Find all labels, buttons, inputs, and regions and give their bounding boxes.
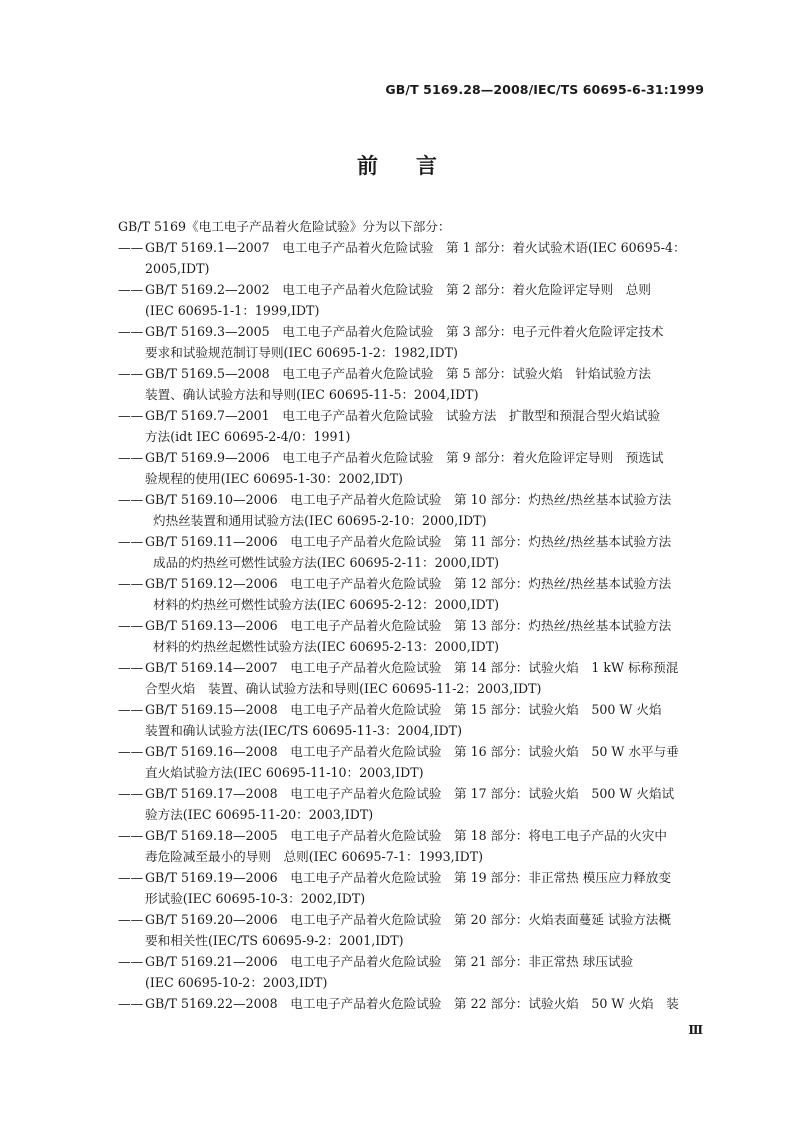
list-item-continuation: 验规程的使用(IEC 60695-1-30：2002,IDT) (145, 471, 403, 486)
list-item-continuation: 毒危险减至最小的导则 总则(IEC 60695-7-1：1993,IDT) (145, 849, 484, 864)
list-item-continuation: 成品的灼热丝可燃性试验方法(IEC 60695-2-11：2000,IDT) (153, 555, 500, 570)
list-dash: —— (118, 534, 144, 549)
list-item-continuation: 要和相关性(IEC/TS 60695-9-2：2001,IDT) (145, 933, 404, 948)
list-item-continuation: (IEC 60695-10-2：2003,IDT) (145, 975, 328, 990)
list-item (118, 489, 708, 531)
list-item (118, 531, 708, 573)
list-dash: —— (118, 408, 144, 423)
list-item-text: GB/T 5169.15—2008 电工电子产品着火危险试验 第 15 部分：试验火焰 500 W 火焰 (145, 702, 662, 717)
list-item (118, 573, 708, 615)
list-item-text: GB/T 5169.7—2001 电工电子产品着火危险试验 试验方法 扩散型和预混合型火焰试验 (145, 408, 661, 423)
list-item (118, 741, 708, 783)
list-item-continuation: 方法(idt IEC 60695-2-4/0：1991) (145, 429, 351, 444)
list-item-continuation: 材料的灼热丝可燃性试验方法(IEC 60695-2-12：2000,IDT) (153, 597, 500, 612)
list-item-continuation: 2005,IDT) (145, 261, 210, 276)
list-dash: —— (118, 576, 144, 591)
list-item-text: GB/T 5169.21—2006 电工电子产品着火危险试验 第 21 部分：非正常热 球压试验 (145, 954, 634, 969)
list-item-text: GB/T 5169.14—2007 电工电子产品着火危险试验 第 14 部分：试验火焰 1 kW 标称预混 (145, 660, 679, 675)
list-item-first-line (118, 531, 708, 552)
list-dash: —— (118, 744, 144, 759)
list-item-first-line (118, 867, 708, 888)
list-item-text: GB/T 5169.2—2002 电工电子产品着火危险试验 第 2 部分：着火危险评定导则 总则 (145, 282, 651, 297)
list-item-continuation: 灼热丝装置和通用试验方法(IEC 60695-2-10：2000,IDT) (153, 513, 487, 528)
list-item-first-line (118, 783, 708, 804)
list-item-first-line (118, 363, 708, 384)
list-dash: —— (118, 450, 144, 465)
list-item-first-line (118, 615, 708, 636)
list-item-text: GB/T 5169.22—2008 电工电子产品着火危险试验 第 22 部分：试验火焰 50 W 火焰 装 (145, 996, 679, 1011)
list-item-first-line (118, 321, 708, 342)
list-dash: —— (118, 912, 144, 927)
list-item (118, 867, 708, 909)
list-item (118, 993, 708, 1014)
list-item-continuation: 形试验(IEC 60695-10-3：2002,IDT) (145, 891, 366, 906)
list-item (118, 951, 708, 993)
list-item-text: GB/T 5169.10—2006 电工电子产品着火危险试验 第 10 部分：灼热丝/热丝基本试验方法 (145, 492, 672, 507)
list-dash: —— (118, 828, 144, 843)
list-item (118, 615, 708, 657)
list-item-text: GB/T 5169.12—2006 电工电子产品着火危险试验 第 12 部分：灼热丝/热丝基本试验方法 (145, 576, 672, 591)
list-item-text: GB/T 5169.3—2005 电工电子产品着火危险试验 第 3 部分：电子元件着火危险评定技术 (145, 324, 664, 339)
list-item-first-line (118, 825, 708, 846)
list-item-first-line (118, 405, 708, 426)
list-dash: —— (118, 660, 144, 675)
list-item-continuation: 要求和试验规范制订导则(IEC 60695-1-2：1982,IDT) (145, 345, 458, 360)
list-item-text: GB/T 5169.9—2006 电工电子产品着火危险试验 第 9 部分：着火危险评定导则 预选试 (145, 450, 664, 465)
list-item (118, 825, 708, 867)
list-item-continuation: 合型火焰 装置、确认试验方法和导则(IEC 60695-11-2：2003,IDT) (145, 681, 542, 696)
list-item-text: GB/T 5169.1—2007 电工电子产品着火危险试验 第 1 部分：着火试验术语(IEC 60695-4： (145, 240, 686, 255)
list-dash: —— (118, 954, 144, 969)
list-item (118, 909, 708, 951)
list-dash: —— (118, 492, 144, 507)
list-item-text: GB/T 5169.17—2008 电工电子产品着火危险试验 第 17 部分：试验火焰 500 W 火焰试 (145, 786, 675, 801)
list-item (118, 321, 708, 363)
list-item (118, 783, 708, 825)
list-dash: —— (118, 324, 144, 339)
list-item-first-line (118, 951, 708, 972)
foreword-body (118, 216, 708, 1014)
list-item-continuation: (IEC 60695-1-1：1999,IDT) (145, 303, 320, 318)
list-dash: —— (118, 618, 144, 633)
list-item-text: GB/T 5169.13—2006 电工电子产品着火危险试验 第 13 部分：灼热丝/热丝基本试验方法 (145, 618, 672, 633)
list-dash: —— (118, 702, 144, 717)
page-number: Ⅲ (688, 1023, 703, 1037)
list-dash: —— (118, 996, 144, 1011)
list-dash: —— (118, 870, 144, 885)
list-item (118, 237, 708, 279)
list-item-text: GB/T 5169.18—2005 电工电子产品着火危险试验 第 18 部分：将电工电子产品的火灾中 (145, 828, 667, 843)
list-item-text: GB/T 5169.11—2006 电工电子产品着火危险试验 第 11 部分：灼热丝/热丝基本试验方法 (145, 534, 672, 549)
list-item-text: GB/T 5169.5—2008 电工电子产品着火危险试验 第 5 部分：试验火焰 针焰试验方法 (145, 366, 651, 381)
list-item-first-line (118, 657, 708, 678)
list-item (118, 699, 708, 741)
list-dash: —— (118, 786, 144, 801)
list-dash: —— (118, 240, 144, 255)
list-item (118, 405, 708, 447)
list-item-first-line (118, 489, 708, 510)
list-item (118, 363, 708, 405)
list-item (118, 447, 708, 489)
list-item-text: GB/T 5169.20—2006 电工电子产品着火危险试验 第 20 部分：火焰表面蔓延 试验方法概 (145, 912, 671, 927)
standard-code-header: GB/T 5169.28—2008/IEC/TS 60695-6-31:1999 (385, 82, 704, 97)
list-item-continuation: 装置、确认试验方法和导则(IEC 60695-11-5：2004,IDT) (145, 387, 479, 402)
list-item-continuation: 验方法(IEC 60695-11-20：2003,IDT) (145, 807, 374, 822)
list-item-first-line (118, 699, 708, 720)
standards-list (118, 237, 708, 1014)
list-item-first-line (118, 279, 708, 300)
list-item (118, 657, 708, 699)
list-item-text: GB/T 5169.19—2006 电工电子产品着火危险试验 第 19 部分：非正常热 模压应力释放变 (145, 870, 671, 885)
list-item-first-line (118, 993, 708, 1014)
list-item-continuation: 直火焰试验方法(IEC 60695-11-10：2003,IDT) (145, 765, 424, 780)
list-item-first-line (118, 237, 708, 258)
list-dash: —— (118, 282, 144, 297)
list-dash: —— (118, 366, 144, 381)
list-item-continuation: 材料的灼热丝起燃性试验方法(IEC 60695-2-13：2000,IDT) (153, 639, 500, 654)
list-item (118, 279, 708, 321)
list-item-first-line (118, 447, 708, 468)
list-item-first-line (118, 741, 708, 762)
list-item-text: GB/T 5169.16—2008 电工电子产品着火危险试验 第 16 部分：试验火焰 50 W 水平与垂 (145, 744, 679, 759)
intro-text: GB/T 5169《电工电子产品着火危险试验》分为以下部分： (118, 219, 451, 234)
list-item-continuation: 装置和确认试验方法(IEC/TS 60695-11-3：2004,IDT) (145, 723, 462, 738)
list-item-first-line (118, 909, 708, 930)
page-title: 前言 (357, 154, 475, 178)
list-item-first-line (118, 573, 708, 594)
